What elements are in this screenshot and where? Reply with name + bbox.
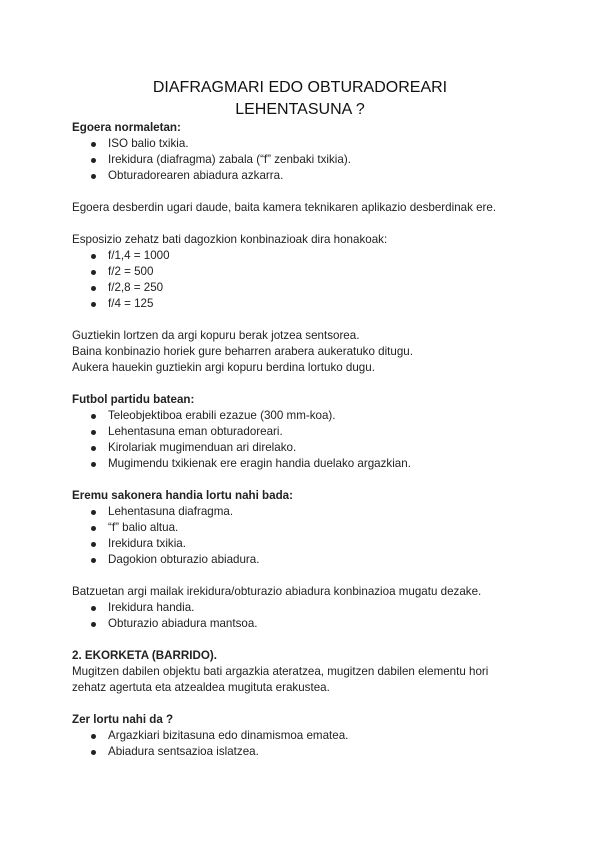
list-item: Obturadorearen abiadura azkarra. [72,168,552,184]
paragraph-intro: Esposizio zehatz bati dagozkion konbinazioak dira honakoak: [72,233,388,246]
section-heading: Eremu sakonera handia lortu nahi bada: [72,489,293,502]
section-heading: Futbol partidu batean: [72,393,195,406]
section-heading: Zer lortu nahi da ? [72,713,174,726]
document-body [72,120,552,760]
paragraph-line: Guztiekin lortzen da argi kopuru berak jotzea sentsorea. [72,329,360,342]
list-item: Obturazio abiadura mantsoa. [72,616,552,632]
bullet-list [72,136,552,184]
list-item: Abiadura sentsazioa islatzea. [72,744,552,760]
list-item: f/2 = 500 [72,264,552,280]
list-item: f/2,8 = 250 [72,280,552,296]
bullet-list [72,600,552,632]
list-item: “f” balio altua. [72,520,552,536]
list-item: Lehentasuna diafragma. [72,504,552,520]
list-item: Irekidura txikia. [72,536,552,552]
list-item: Irekidura (diafragma) zabala (“f” zenbaki txikia). [72,152,552,168]
section-heading: Egoera normaletan: [72,121,181,134]
list-item: Kirolariak mugimenduan ari direlako. [72,440,552,456]
list-item: Irekidura handia. [72,600,552,616]
bullet-list [72,408,552,472]
section-heading: 2. EKORKETA (BARRIDO). [72,649,217,662]
paragraph-line: Baina konbinazio horiek gure beharren arabera aukeratuko ditugu. [72,345,413,358]
list-item: Mugimendu txikienak ere eragin handia duelako argazkian. [72,456,552,472]
paragraph-line: Mugitzen dabilen objektu bati argazkia ateratzea, mugitzen dabilen elementu hori [72,665,489,678]
paragraph-line: Aukera hauekin guztiekin argi kopuru berdina lortuko dugu. [72,361,375,374]
bullet-list [72,728,552,760]
list-item: f/4 = 125 [72,296,552,312]
list-item: Teleobjektiboa erabili ezazue (300 mm-koa). [72,408,552,424]
list-item: Dagokion obturazio abiadura. [72,552,552,568]
bullet-list [72,504,552,568]
paragraph-line: zehatz agertuta eta atzealdea mugituta erakustea. [72,681,330,694]
paragraph: Egoera desberdin ugari daude, baita kamera teknikaren aplikazio desberdinak ere. [72,201,497,214]
page-title [0,77,600,121]
bullet-list [72,248,552,312]
list-item: f/1,4 = 1000 [72,248,552,264]
list-item: ISO balio txikia. [72,136,552,152]
list-item: Lehentasuna eman obturadoreari. [72,424,552,440]
list-item: Argazkiari bizitasuna edo dinamismoa ematea. [72,728,552,744]
paragraph-intro: Batzuetan argi mailak irekidura/obturazio abiadura konbinazioa mugatu dezake. [72,585,482,598]
title-line-2: LEHENTASUNA ? [235,101,365,118]
title-line-1: DIAFRAGMARI EDO OBTURADOREARI [152,79,448,96]
